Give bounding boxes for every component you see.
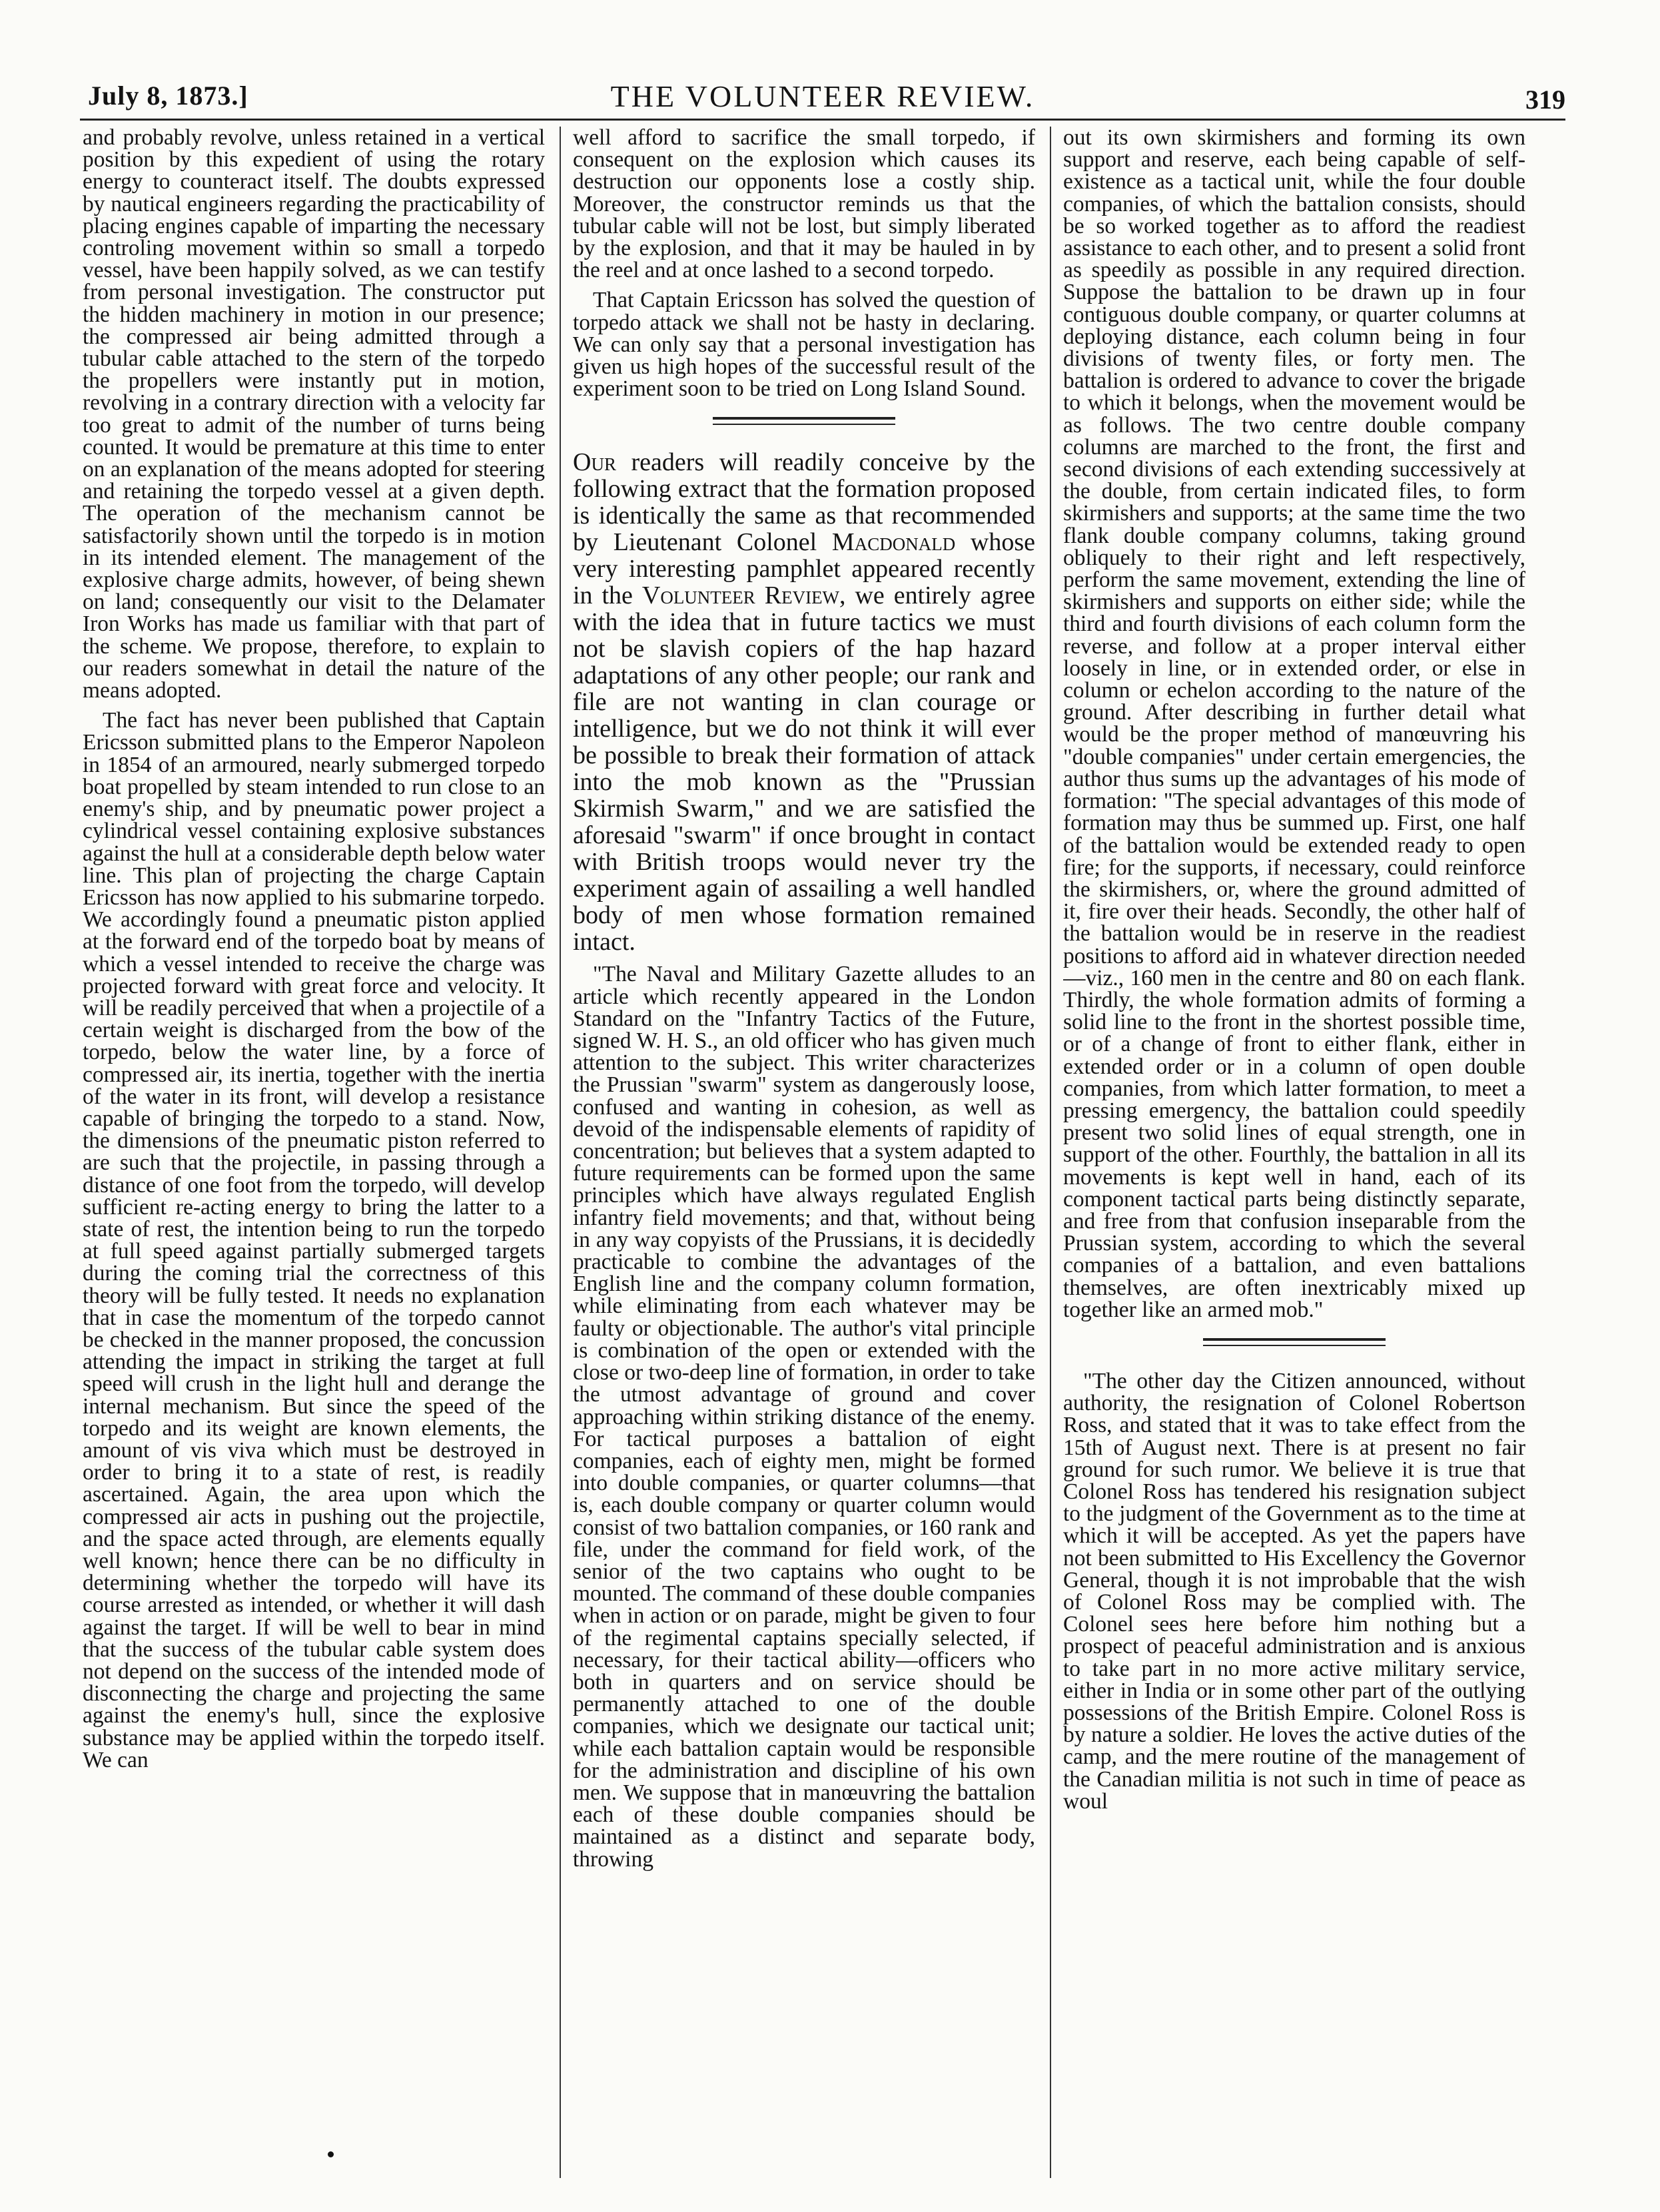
lead-word: Our — [573, 448, 616, 477]
publication-title: THE VOLUNTEER REVIEW. — [610, 79, 1035, 113]
article-paragraph: well afford to sacrifice the small torpedo, if consequent on the explosion which causes its destruction our opponents lose a costly ship. Moreover, the constructor reminds us that the tubular cable will not be lost, but simply liberated by the explosion, and that it may be hauled in by the reel and at once lashed to a second torpedo. — [573, 127, 1035, 283]
article-paragraph: out its own skirmishers and forming its own support and reserve, each being capable of self-existence as a tactical unit, while the four double companies, of which the battalion consists, should be so worked together as to afford the readiest assistance to each other, and to present a solid front as speedily as possible in any required direction. Suppose the battalion to be drawn up in four contiguous double company, or quarter columns at deploying distance, each column being in four divisions of twenty files, or forty men. The battalion is ordered to advance to cover the brigade to which it belongs, when the movement would be as follows. The two centre double company columns are marched to the front, the first and second divisions of each extending successively at the double, from certain indicated files, to form skirmishers and supports; at the same time the two flank double company columns, taking ground obliquely to their right and left respectively, perform the same movement, extending the line of skirmishers and supports on either side; while the third and fourth divisions of each column form the reverse, and follow at a proper interval either loosely in line, or in extended order, or else in column or echelon according to the nature of the ground. After describing in further detail what would be the proper method of manœuvring his "double companies" under certain emergencies, the author thus sums up the advantages of his mode of formation: "The special advantages of this mode of formation may thus be summed up. First, one half of the battalion would be extended ready to open fire; for the supports, if necessary, could reinforce the skirmishers, or, where the ground admitted of it, fire over their heads. Secondly, the other half of the battalion would be in reserve in the readiest positions to afford aid in whatever direction needed—viz., 160 men in the centre and 80 on each flank. Thirdly, the whole formation admits of forming a solid line to the front in the shortest possible time, or of a change of front to either flank, either in extended order or in a column of open double companies, from which latter formation, to meet a pressing emergency, the battalion could speedily present two solid lines of equal strength, one in support of the other. Fourthly, the battalion in all its movements is kept well in hand, each of its component tactical parts being distinctly separate, and free from that confusion inseparable from the Prussian system, according to which the several companies of a battalion, and even battalions themselves, are often inextricably mixed up together like an armed mob." — [1063, 127, 1525, 1322]
column-2 — [573, 127, 1035, 2178]
page-number: 319 — [1525, 85, 1565, 115]
article-paragraph: and probably revolve, unless retained in a vertical position by this expedient of using the rotary energy to counteract itself. The doubts expressed by nautical engineers regarding the practicability of placing engines capable of imparting the necessary controling movement within so small a torpedo vessel, have been happily solved, as we can testify from personal investigation. The constructor put the hidden machinery in motion in our presence; the compressed air being admitted through a tubular cable attached to the stern of the torpedo the propellers were instantly put in motion, revolving in a contrary direction with a velocity far too great to admit of the number of turns being counted. It would be premature at this time to enter on an explanation of the means adopted for steering and retaining the torpedo vessel at a given depth. The operation of the mechanism cannot be satisfactorily shown until the torpedo is in motion in its intended element. The management of the explosive charge admits, however, of being shewn on land; consequently our visit to the Delamater Iron Works has made us familiar with that part of the scheme. We propose, therefore, to explain to our readers somewhat in detail the nature of the means adopted. — [83, 127, 545, 703]
article-paragraph: The fact has never been published that Captain Ericsson submitted plans to the Emperor Napoleon in 1854 of an armoured, nearly submerged torpedo boat propelled by steam intended to run close to an enemy's ship, and by pneumatic power project a cylindrical vessel containing explosive substances against the hull at a considerable depth below water line. This plan of projecting the charge Captain Ericsson has now applied to his submarine torpedo. We accordingly found a pneumatic piston applied at the forward end of the torpedo boat by means of which a vessel intended to receive the charge was projected forward with great force and velocity. It will be readily perceived that when a projectile of a certain weight is discharged from the bow of the torpedo, below the water line, by a force of compressed air, its inertia, together with the inertia of the water in its front, will develop a resistance capable of bringing the torpedo to a stand. Now, the dimensions of the pneumatic piston referred to are such that the projectile, in passing through a distance of one foot from the torpedo, will develop sufficient re-acting energy to bring the latter to a state of rest, the intention being to run the torpedo at full speed against partially submerged targets during the coming trial the correctness of this theory will be fully tested. It needs no explanation that in case the momentum of the torpedo cannot be checked in the manner proposed, the concussion attending the impact in striking the target at full speed will crush in the light hull and derange the internal mechanism. But since the speed of the torpedo and its weight are known elements, the amount of vis viva which must be destroyed in order to bring it to a state of rest, is readily ascertained. Again, the area upon which the compressed air acts in pushing out the projectile, and the space acted through, are elements equally well known; hence there can be no difficulty in determining whether the torpedo will have its course arrested as intended, or whether it will dash against the target. If will be well to bear in mind that the success of the tubular cable system does not depend on the success of the intended mode of disconnecting the charge and projecting the same against the enemy's hull, since the explosive substance may be applied within the torpedo itself. We can — [83, 708, 545, 1772]
publication-name: Volunteer Review — [641, 581, 840, 610]
column-divider — [560, 127, 561, 2178]
article-paragraph: That Captain Ericsson has solved the question of torpedo attack we shall not be hasty in declaring. We can only say that a personal investigation has given us high hopes of the successful result of the experiment soon to be tried on Long Island Sound. — [573, 288, 1035, 402]
article-paragraph: "The other day the Citizen announced, without authority, the resignation of Colonel Robertson Ross, and stated that it was to take effect from the 15th of August next. There is at present no fair ground for such rumor. We believe it is true that Colonel Ross has tendered his resignation subject to the judgment of the Government as to the time at which it will be accepted. As yet the papers have not been submitted to His Excellency the Governor General, though it is not improbable that the wish of Colonel Ross may be complied with. The Colonel sees here before him nothing but a prospect of peaceful administration and is anxious to take part in no more active military service, either in India or in some other part of the outlying possessions of the British Empire. Colonel Ross is by nature a soldier. He loves the active duties of the camp, and the mere routine of the management of the Canadian militia is not such in time of peace as woul — [1063, 1368, 1525, 1814]
author-name: Macdonald — [831, 528, 956, 557]
column-1 — [83, 127, 545, 2178]
section-separator — [1063, 1331, 1525, 1358]
page-header — [80, 75, 1565, 115]
column-3 — [1063, 127, 1525, 2178]
column-divider — [1050, 127, 1051, 2178]
section-separator — [573, 410, 1035, 437]
article-paragraph: Our readers will readily conceive by the following extract that the formation proposed is identically the same as that recommended by Lieutenant Colonel Macdonald whose very interesting pamphlet appeared recently in the Volunteer Review, we entirely agree with the idea that in future tactics we must not be slavish copiers of the hap hazard adaptations of any other people; our rank and file are not wanting in clan courage or intelligence, but we do not think it will ever be possible to break their formation of attack into the mob known as the "Prussian Skirmish Swarm," and we are satisfied the aforesaid "swarm" if once brought in contact with British troops would never try the experiment again of assailing a well handled body of men whose formation remained intact. — [573, 448, 1035, 956]
print-speck — [328, 2151, 334, 2157]
issue-date: July 8, 1873.] — [88, 81, 248, 111]
header-rule — [80, 119, 1565, 121]
article-paragraph: "The Naval and Military Gazette alludes to an article which recently appeared in the London Standard on the "Infantry Tactics of the Future, signed W. H. S., an old officer who has given much attention to the subject. This writer characterizes the Prussian "swarm" system as dangerously loose, confused and wanting in cohesion, as well as devoid of the indispensable elements of rapidity of concentration; but believes that a system adapted to future requirements can be formed upon the same principles which have always regulated English infantry field movements; and that, without being in any way copyists of the Prussians, it is decidedly practicable to combine the advantages of the English line and the company column formation, while eliminating from each whatever may be faulty or objectionable. The author's vital principle is combination of the open or extended with the close or two-deep line of formation, in order to take the utmost advantage of ground and cover approaching within striking distance of the enemy. For tactical purposes a battalion of eight companies, each of eighty men, might be formed into double companies, or quarter columns—that is, each double company or quarter column would consist of two battalion companies, or 160 rank and file, under the command for field work, of the senior of the two captains who ought to be mounted. The command of these double companies when in action or on parade, might be given to four of the regimental captains specially selected, if necessary, for their tactical ability—officers who both in quarters and on service should be permanently attached to one of the double companies, which we designate our tactical unit; while each battalion captain would be responsible for the administration and discipline of his own men. We suppose that in manœuvring the battalion each of these double companies should be maintained as a distinct and separate body, throwing — [573, 962, 1035, 1872]
